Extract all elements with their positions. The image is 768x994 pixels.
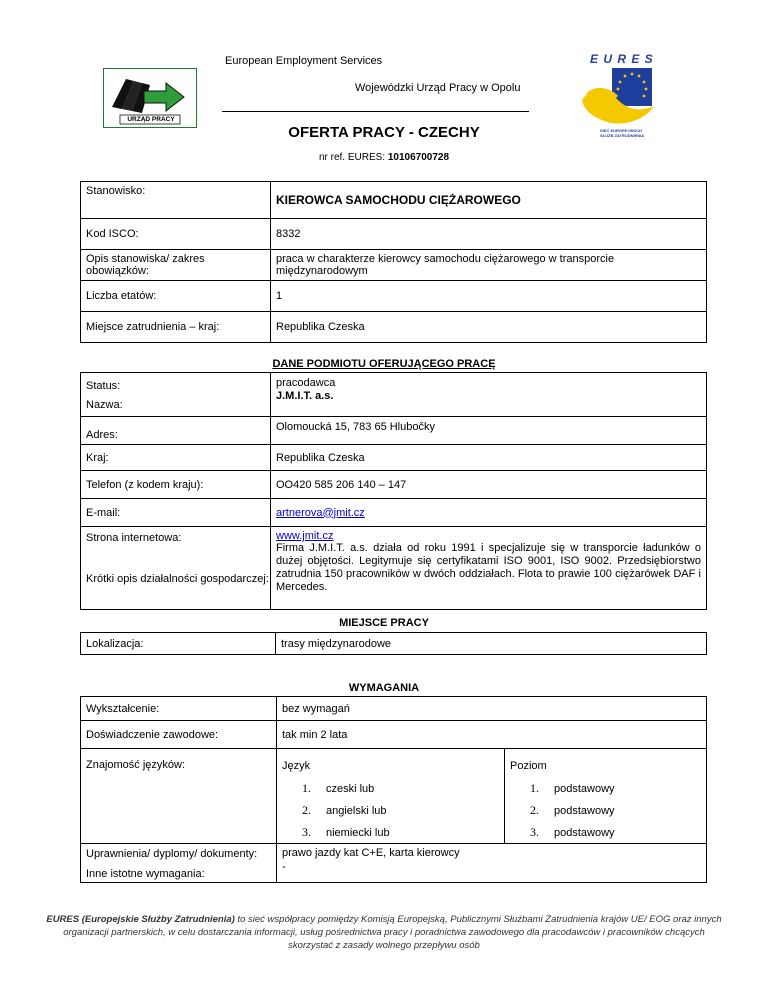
- opis-stanowiska-label: Opis stanowiska/ zakres obowiązków:: [81, 250, 271, 281]
- www-opis-values: [271, 527, 707, 610]
- opis-dzialalnosci-value: Firma J.M.I.T. a.s. działa od roku 1991 i specjalizuje się w transporcie ładunków o dużej objętości. Legitymuje się certyfikatami ISO 9001, ISO 9002. Przedsiębiorstwo zatrudnia 150 pracowników w dwóch oddziałach. Flota to prawie 100 ciężarówek DAF i Mercedes.: [276, 542, 701, 593]
- urzad-pracy-logo: [103, 68, 197, 128]
- stanowisko-value: KIEROWCA SAMOCHODU CIĘŻAROWEGO: [271, 182, 707, 219]
- miejsce-value: Republika Czeska: [271, 312, 707, 343]
- jezyki-label: Znajomość języków:: [81, 749, 277, 844]
- language-name: czeski lub: [326, 783, 375, 795]
- telefon-label: Telefon (z kodem kraju):: [81, 471, 271, 499]
- footer-bold: EURES (Europejskie Służby Zatrudnienia): [46, 914, 235, 925]
- nazwa-value: J.M.I.T. a.s.: [276, 390, 334, 402]
- eures-emblem-icon: [578, 66, 658, 128]
- kraj-value: Republika Czeska: [271, 445, 707, 471]
- etaty-value: 1: [271, 281, 707, 312]
- language-name: niemiecki lub: [326, 827, 390, 839]
- header-divider: [222, 111, 529, 112]
- language-item: [282, 821, 499, 843]
- level-item: [510, 821, 701, 843]
- jezyki-names-cell: [277, 749, 505, 844]
- level-name: podstawowy: [554, 783, 615, 795]
- office-name: Wojewódzki Urząd Pracy w Opolu: [355, 82, 521, 94]
- lokalizacja-value: trasy międzynarodowe: [276, 633, 707, 655]
- level-number: 1.: [530, 781, 539, 795]
- level-name: podstawowy: [554, 827, 615, 839]
- page-title: OFERTA PRACY - CZECHY: [288, 124, 480, 141]
- language-item: [282, 799, 499, 821]
- level-name: podstawowy: [554, 805, 615, 817]
- status-value: pracodawca: [276, 377, 336, 389]
- status-nazwa-values: [271, 373, 707, 417]
- eures-logo-text: E U R E S: [590, 52, 654, 66]
- opis-dzialalnosci-label: Krótki opis działalności gospodarczej:: [86, 573, 269, 585]
- doswiadczenie-label: Doświadczenie zawodowe:: [81, 721, 277, 749]
- doswiadczenie-value: tak min 2 lata: [277, 721, 707, 749]
- telefon-value: OO420 585 206 140 – 147: [271, 471, 707, 499]
- email-link[interactable]: artnerova@jmit.cz: [276, 506, 365, 519]
- stanowisko-label: Stanowisko:: [81, 182, 271, 219]
- level-item: [510, 799, 701, 821]
- reference-label: nr ref. EURES:: [318, 152, 386, 163]
- requirements-section-title: WYMAGANIA: [348, 682, 420, 694]
- footer-text: to sieć współpracy pomiędzy Komisją Europejską, Publicznymi Służbami Zatrudnienia krajów UE/ EOG oraz innych organizacji partnerskich, w celu dostarczania informacji, usług pośrednictwa pracy i poradnictwa zawodowego dla pracodawców i pracowników chcących skorzystać z zasady wolnego przepływu osób: [63, 914, 722, 951]
- www-label: Strona internetowa:: [86, 532, 182, 544]
- inne-value: -: [282, 861, 286, 873]
- etaty-label: Liczba etatów:: [81, 281, 271, 312]
- poziom-header: Poziom: [510, 760, 547, 772]
- footer-note: [40, 913, 728, 952]
- eures-logo-subtext: SIEĆ EUROPEJSKICH SŁUŻB ZATRUDNIENIA: [600, 128, 645, 138]
- uprawnienia-inne-values: [277, 844, 707, 883]
- requirements-table: [80, 696, 707, 883]
- position-table: [80, 181, 707, 343]
- language-number: 3.: [302, 825, 311, 839]
- urzad-pracy-logo-text: URZĄD PRACY: [127, 116, 175, 123]
- jezyki-levels-cell: [505, 749, 707, 844]
- level-number: 2.: [530, 803, 539, 817]
- status-nazwa-labels: [81, 373, 271, 417]
- opis-stanowiska-value: praca w charakterze kierowcy samochodu ciężarowego w transporcie międzynarodowym: [271, 250, 707, 281]
- org-name: European Employment Services: [225, 55, 383, 67]
- isco-value: 8332: [271, 219, 707, 250]
- jezyk-header: Język: [282, 760, 311, 772]
- workplace-section-title: MIEJSCE PRACY: [339, 617, 429, 629]
- isco-label: Kod ISCO:: [81, 219, 271, 250]
- inne-label: Inne istotne wymagania:: [86, 868, 205, 880]
- lokalizacja-label: Lokalizacja:: [81, 633, 276, 655]
- adres-value: Olomoucká 15, 783 65 Hlubočky: [271, 417, 707, 445]
- wyksztalcenie-label: Wykształcenie:: [81, 697, 277, 721]
- language-name: angielski lub: [326, 805, 387, 817]
- uprawnienia-value: prawo jazdy kat C+E, karta kierowcy: [282, 847, 460, 859]
- employer-table: [80, 372, 707, 610]
- email-label: E-mail:: [81, 499, 271, 527]
- language-number: 1.: [302, 781, 311, 795]
- uprawnienia-label: Uprawnienia/ dyplomy/ dokumenty:: [86, 848, 258, 860]
- www-opis-labels: [81, 527, 271, 610]
- level-number: 3.: [530, 825, 539, 839]
- www-link[interactable]: www.jmit.cz: [276, 530, 334, 542]
- kraj-label: Kraj:: [81, 445, 271, 471]
- reference-value: 10106700728: [387, 152, 450, 163]
- workplace-table: [80, 632, 707, 655]
- wyksztalcenie-value: bez wymagań: [277, 697, 707, 721]
- adres-label: Adres:: [81, 417, 271, 445]
- language-number: 2.: [302, 803, 311, 817]
- employer-section-title: DANE PODMIOTU OFERUJĄCEGO PRACĘ: [272, 358, 496, 370]
- level-item: [510, 777, 701, 799]
- uprawnienia-inne-labels: [81, 844, 277, 883]
- status-label: Status:: [86, 380, 121, 392]
- reference-number: [0, 152, 768, 163]
- miejsce-label: Miejsce zatrudnienia – kraj:: [81, 312, 271, 343]
- language-item: [282, 777, 499, 799]
- nazwa-label: Nazwa:: [86, 399, 123, 411]
